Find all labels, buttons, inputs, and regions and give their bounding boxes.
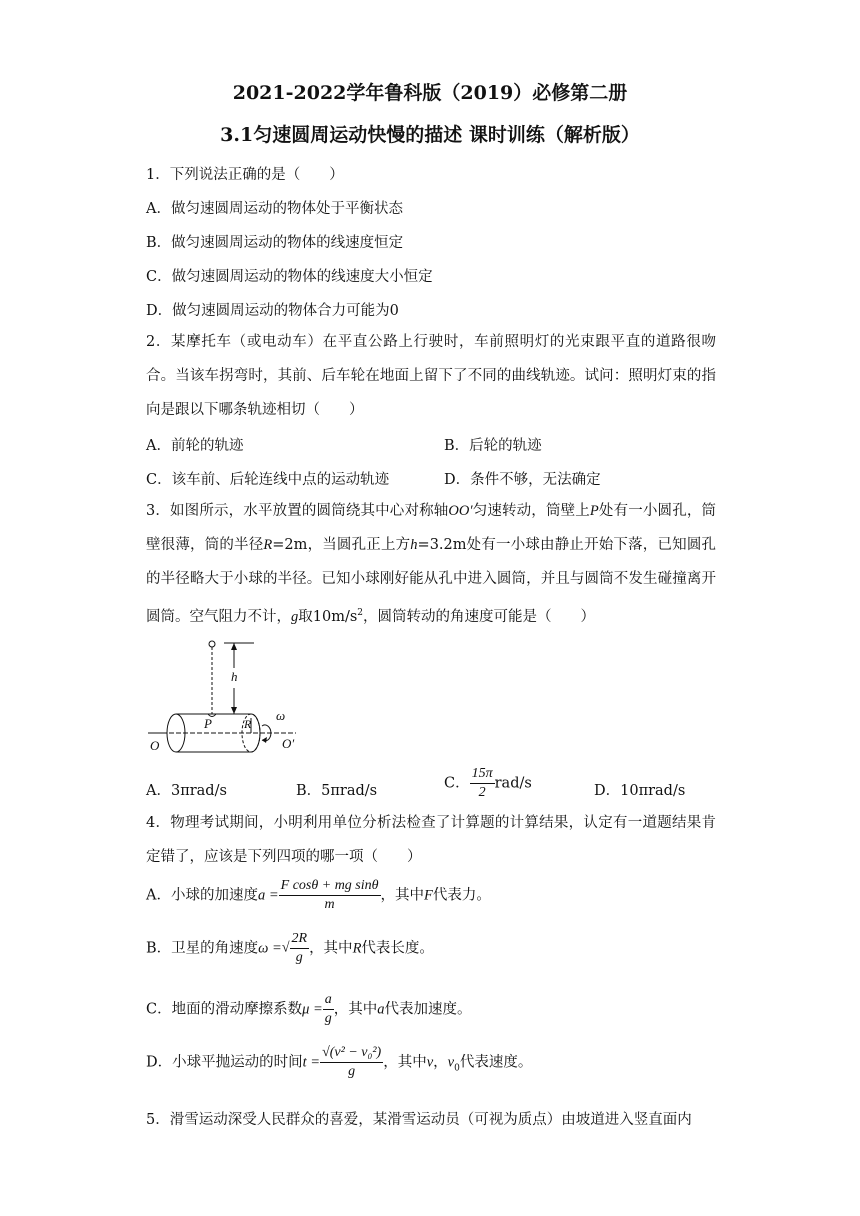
q3-option-d: D．10πrad/s [594, 783, 686, 799]
q1-option-a: A．做匀速圆周运动的物体处于平衡状态 [146, 201, 403, 217]
q3-option-b: B．5πrad/s [296, 783, 378, 799]
q1-stem: 1．下列说法正确的是（ ） [146, 167, 344, 183]
q2-stem: 2．某摩托车（或电动车）在平直公路上行驶时，车前照明灯的光束跟平直的道路很吻合。当该车拐弯时，其前、后车轮在地面上留下了不同的曲线轨迹。试问：照明灯束的指向是跟以下哪条轨迹相切（ ） [146, 334, 716, 418]
q2-option-c: C．该车前、后轮连线中点的运动轨迹 [146, 472, 390, 488]
fig-label-o: O [150, 738, 160, 753]
fig-label-omega: ω [276, 708, 286, 723]
q2-option-b: B．后轮的轨迹 [444, 438, 542, 454]
q5-stem: 5．滑雪运动深受人民群众的喜爱，某滑雪运动员（可视为质点）由坡道进入竖直面内 [146, 1112, 692, 1128]
q2-option-d: D．条件不够，无法确定 [444, 472, 601, 488]
q1-option-b: B．做匀速圆周运动的物体的线速度恒定 [146, 235, 404, 251]
q1-option-c: C．做匀速圆周运动的物体的线速度大小恒定 [146, 269, 433, 285]
doc-title-line1: 2021-2022学年鲁科版（2019）必修第二册 [232, 82, 628, 104]
fig-label-o-prime: O′ [282, 736, 295, 751]
fig-label-h: h [231, 669, 238, 684]
q4-option-c: C．地面的滑动摩擦系数μ = $\frac{a}{g}$ ，其中a代表加速度。 [146, 992, 472, 1026]
q3-stem: 3．如图所示，水平放置的圆筒绕其中心对称轴OO′匀速转动，筒壁上P处有一小圆孔，筒壁很薄，筒的半径R=2m，当圆孔正上方h=3.2m处有一小球由静止开始下落，已知圆孔的半径略大于小球的半径。已知小球刚好能从孔中进入圆筒，并且与圆筒不发生碰撞离开圆筒。空气阻力不计，g取$10m/s^2$，圆筒转动的角速度可能是（ ） [146, 503, 716, 625]
fig-label-r: R [244, 717, 252, 731]
q4-option-d: D．小球平抛运动的时间t = $\frac{\text{√(v² − v₀²)}}{g}$ ，其中v，$v_0$代表速度。 [146, 1045, 533, 1079]
cylinder-figure [146, 638, 306, 758]
q2-option-a: A．前轮的轨迹 [146, 438, 244, 454]
q1-option-d: D．做匀速圆周运动的物体合力可能为0 [146, 303, 399, 319]
doc-title-line2: 3.1匀速圆周运动快慢的描述 课时训练（解析版） [220, 124, 640, 146]
fig-label-p: P [204, 716, 212, 731]
q4-stem: 4．物理考试期间，小明利用单位分析法检查了计算题的计算结果，认定有一道题结果肯定错了，应该是下列四项的哪一项（ ） [146, 815, 716, 865]
q3-option-a: A．3πrad/s [146, 783, 227, 799]
q4-option-b: B．卫星的角速度ω =√ $\frac{2R}{g}$ ，其中R代表长度。 [146, 931, 434, 965]
q3-option-c: C． $\frac{15\pi}{2}$ rad/s [444, 766, 532, 800]
q4-option-a: A．小球的加速度a = $\frac{\text{F cosθ + mg sinθ}}{m}$ ，其中F代表力。 [146, 878, 491, 912]
